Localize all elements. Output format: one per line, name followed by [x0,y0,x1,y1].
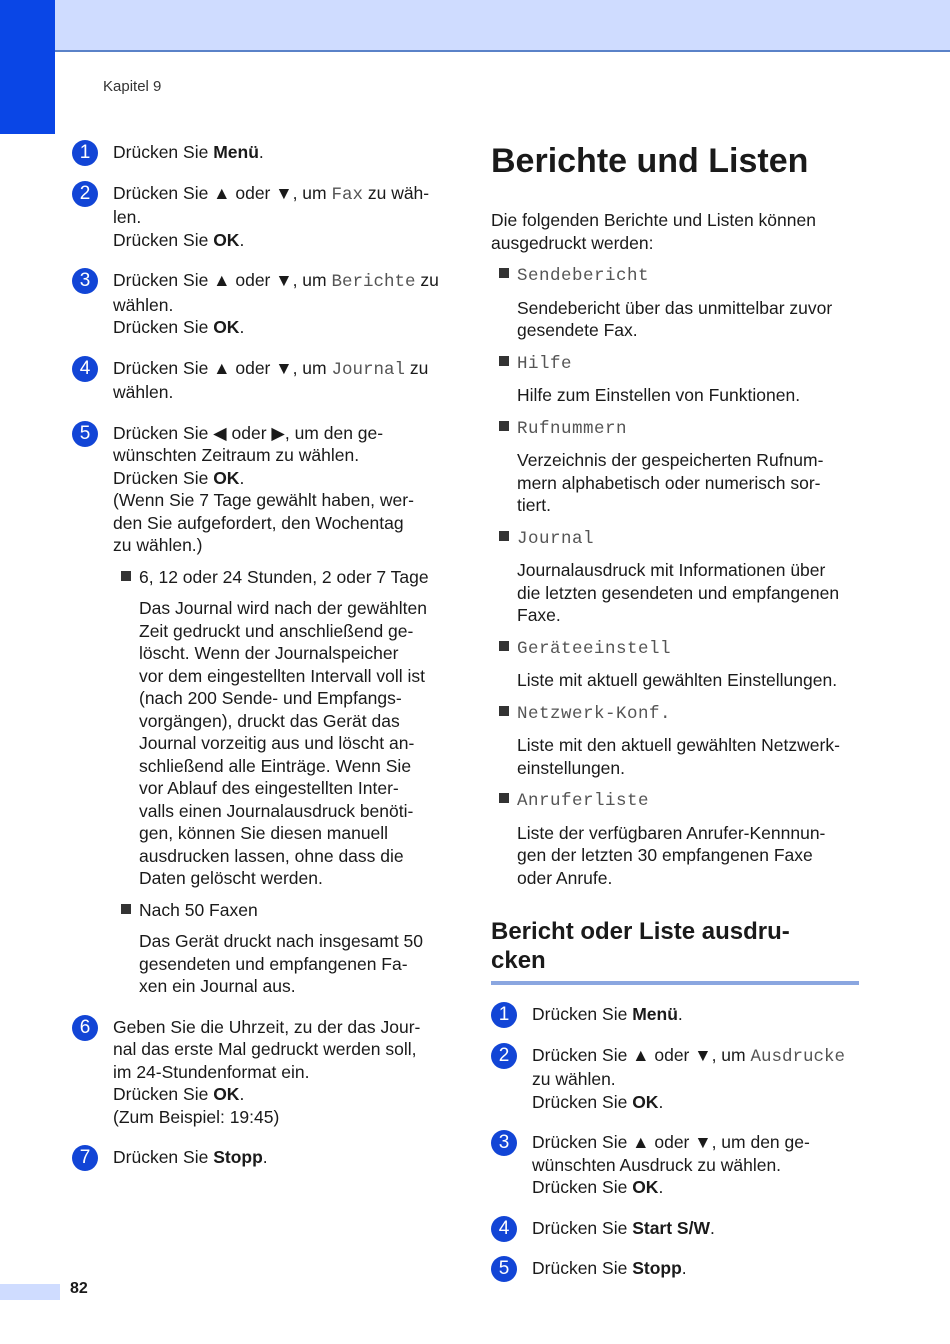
step-6: 6 Geben Sie die Uhrzeit, zu der das Jour- nal das erste Mal gedruckt werden soll, im 24-Stundenformat ein. Drücken Sie OK. (Zum Beispiel: 19:45) [72,1016,444,1129]
bullet-square-icon [499,356,509,366]
header-band [0,0,950,52]
step-number: 4 [72,356,98,382]
bullet-square-icon [499,421,509,431]
left-column [72,141,444,1169]
step-number: 5 [491,1256,517,1282]
menu-option: Journal [331,359,405,380]
chapter-label: Kapitel 9 [103,78,162,95]
bullet-square-icon [121,904,131,914]
step-number: 5 [72,421,98,447]
bullet-square-icon [499,268,509,278]
step-number: 1 [491,1002,517,1028]
print-step-2: 2 Drücken Sie ▲ oder ▼, um Ausdrucke zu wählen. Drücken Sie OK. [491,1044,859,1114]
bullet-square-icon [499,531,509,541]
subsection-title: Bericht oder Liste ausdru- cken [491,917,859,985]
step-1: 1 Drücken Sie Menü. [72,141,444,164]
step-4: 4 Drücken Sie ▲ oder ▼, um Journal zu wählen. [72,357,444,404]
menu-option: Berichte [331,272,416,292]
footer-band [0,1284,60,1300]
step-7: 7 Drücken Sie Stopp. [72,1146,444,1169]
report-desc: Verzeichnis der gespeicherten Rufnum- mern alphabetisch oder numerisch sor- tiert. [517,450,824,515]
report-desc: Journalausdruck mit Informationen über die letzten gesendeten und empfangenen Faxe. [517,560,840,625]
report-desc: Hilfe zum Einstellen von Funktionen. [517,385,801,405]
print-step-4: 4 Drücken Sie Start S/W. [491,1217,859,1240]
menu-option: Fax [331,184,363,205]
option-interval-desc: Das Journal wird nach der gewählten Zeit gedruckt und anschließend ge- löscht. Wenn der Journalspeicher vor dem eingestellten Intervall voll ist (nach 200 Sende- und Empfangs- vorgängen), druckt das Gerät das Journal vorzeitig aus und löscht an- schließend alle Einträge. Wenn Sie vor Ablauf des eingestellten Inter- valls einen Journalausdruck benöti- gen, können Sie diesen manuell ausdrucken lassen, ohne dass die Daten gelöscht werden. [139,598,427,888]
step-5-options [72,566,444,998]
report-item-sendebericht: Sendebericht [491,263,859,288]
option-50-faxes-desc: Das Gerät druckt nach insgesamt 50 gesendeten und empfangenen Fa- xen ein Journal aus. [139,931,424,996]
step-2: 2 Drücken Sie ▲ oder ▼, um Fax zu wäh- len. Drücken Sie OK. [72,182,444,252]
bullet-square-icon [499,706,509,716]
report-desc: Liste der verfügbaren Anrufer-Kennnun- gen der letzten 30 empfangenen Faxe oder Anrufe. [517,822,826,888]
step-number: 3 [491,1130,517,1156]
menu-option: Ausdrucke [750,1046,845,1067]
step-3: 3 Drücken Sie ▲ oder ▼, um Berichte zu wählen. Drücken Sie OK. [72,269,444,339]
print-step-3: 3 Drücken Sie ▲ oder ▼, um den ge- wünschten Ausdruck zu wählen. Drücken Sie OK. [491,1131,859,1199]
step-number: 1 [72,140,98,166]
option-interval: 6, 12 oder 24 Stunden, 2 oder 7 Tage [113,566,444,589]
report-item-netzwerk-konf: Netzwerk-Konf. [491,701,859,726]
step-number: 2 [72,181,98,207]
step-number: 3 [72,268,98,294]
report-desc: Liste mit aktuell gewählten Einstellungen. [517,670,838,690]
bullet-square-icon [499,641,509,651]
chapter-tab [0,0,55,134]
right-column [491,141,859,1280]
print-step-1: 1 Drücken Sie Menü. [491,1003,859,1026]
option-50-faxes: Nach 50 Faxen [113,899,444,922]
report-item-geraeteeinstell: Geräteeinstell [491,636,859,661]
report-item-rufnummern: Rufnummern [491,416,859,441]
print-step-5: 5 Drücken Sie Stopp. [491,1257,859,1280]
report-list [491,263,859,889]
step-5: 5 Drücken Sie ◀ oder ▶, um den ge- wünschten Zeitraum zu wählen. Drücken Sie OK. (Wenn Sie 7 Tage gewählt haben, wer- den Sie aufgefordert, den Wochentag zu wählen.) [72,422,444,557]
bullet-square-icon [499,793,509,803]
section-title: Berichte und Listen [491,142,809,180]
bullet-square-icon [121,571,131,581]
intro-text: Die folgenden Berichte und Listen können ausgedruckt werden: [491,210,816,253]
report-item-anruferliste: Anruferliste [491,788,859,813]
step-number: 7 [72,1145,98,1171]
report-desc: Liste mit den aktuell gewählten Netzwerk- einstellungen. [517,735,840,778]
step-number: 6 [72,1015,98,1041]
report-item-hilfe: Hilfe [491,351,859,376]
report-item-journal: Journal [491,526,859,551]
page-number: 82 [70,1280,88,1297]
step-number: 4 [491,1216,517,1242]
step-number: 2 [491,1043,517,1069]
report-desc: Sendebericht über das unmittelbar zuvor gesendete Fax. [517,297,833,340]
